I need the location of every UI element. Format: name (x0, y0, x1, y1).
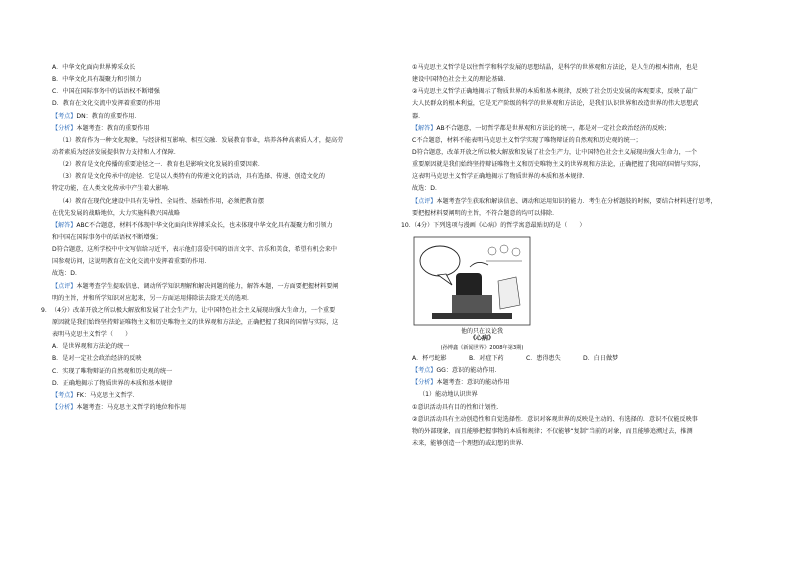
text-line (52, 244, 392, 256)
line-text: C不合题意，材料不能表明马克思主义哲学实现了唯物辩证的自然观和历史观的统一； (412, 136, 642, 144)
line-text: FK：马克思主义哲学． (76, 391, 139, 399)
text-line (52, 317, 392, 329)
line-text: 故选：D． (52, 270, 82, 278)
text-line (412, 426, 757, 438)
annotation-tag: 【点评】 (412, 197, 437, 205)
text-line (412, 159, 757, 171)
q10-option-b: B．对症下药 (469, 354, 504, 362)
line-text: 特定功能，在人类文化传承中产生着大影响． (52, 185, 174, 193)
annotation-line (412, 123, 757, 135)
question-line (401, 220, 757, 232)
text-line (52, 256, 392, 268)
option-line (52, 98, 392, 110)
text-line (52, 171, 392, 183)
annotation-line (52, 281, 392, 293)
line-text: （3）教育是文化传承中的途径．它是以人类特有的传递文化的活动，具有选择、传递、创造文化的 (59, 173, 325, 181)
line-text: ABC不合题意，材料不体现中华文化面向世界博采众长，也未体现中华文化具有凝聚力和引领力 (76, 221, 333, 229)
annotation-tag: 【考点】 (52, 112, 77, 120)
text-line (412, 389, 757, 401)
text-line (412, 62, 757, 74)
text-line (412, 414, 757, 426)
line-text: 表明马克思主义哲学（ ） (52, 331, 132, 339)
annotation-line (412, 377, 757, 389)
line-text: B．是对一定社会政治经济的反映 (52, 355, 142, 363)
line-text: D．教育在文化交流中发挥着重要的作用 (52, 100, 161, 108)
line-text: 原因就是我们始终坚持辩证唯物主义和历史唯物主义的世界观和方法论，正确把握了我国的国情与实际，这 (52, 318, 339, 326)
line-text: ②马克思主义哲学正确地揭示了物质世界的本质和基本规律，反映了社会历史发展的客观要求，反映了最广 (412, 88, 698, 96)
text-line (52, 183, 392, 195)
annotation-line (412, 365, 757, 377)
line-text: 动者素质为经济发展提供智力支持和人才保障． (52, 148, 180, 156)
annotation-line (52, 390, 392, 402)
option-line (52, 353, 392, 365)
line-text: （4）教育在现代化建设中具有先导性、全局性、基础性作用，必须把教育摆 (59, 197, 264, 205)
line-text: 本题考查学生提取信息、调动所学知识理解和解决问题的能力，解答本题，一方面要把握材料要阐 (76, 282, 339, 290)
annotation-tag: 【考点】 (52, 391, 77, 399)
text-line (412, 183, 757, 195)
annotation-tag: 【解答】 (412, 124, 437, 132)
line-text: DN：教育的重要作用． (76, 112, 141, 120)
annotation-tag: 【分析】 (412, 379, 437, 387)
text-line (412, 402, 757, 414)
line-text: 国参观访问，这说明教育在文化交流中发挥着重要的作用． (52, 258, 211, 266)
text-line (52, 159, 392, 171)
line-text: （4分）改革开放之所以极大解放和发展了社会生产力，让中国特色社会主义展现出强大生命力，一个重要 (51, 306, 336, 314)
line-text: C．实现了唯物辩证的自然观和历史观的统一 (52, 367, 173, 375)
line-text: ②意识活动具有主动创造性和自觉选择性．意识对客观世界的反映是主动的、有选择的．意识不仅能反映事 (412, 415, 698, 423)
line-text: AB不合题意，一切哲学都是世界观和方法论的统一，都是对一定社会政治经济的反映； (436, 124, 671, 132)
text-line (52, 329, 392, 341)
line-text: 未来，能够创造一个理想的或幻想的世界． (412, 439, 528, 447)
option-line (52, 86, 392, 98)
question-number: 9． (41, 306, 51, 314)
text-line (52, 208, 392, 220)
cartoon-credit: (孙博鑫《新闻世界》2008年第3期) (440, 344, 524, 351)
line-text: A．是世界观和方法论的统一 (52, 343, 130, 351)
annotation-tag: 【分析】 (52, 124, 77, 132)
text-line (412, 171, 757, 183)
line-text: （2）教育是文化传播的重要途径之一．教育也是影响文化发展的重要因素． (59, 161, 264, 169)
line-text: 本题考查：教育的重要作用 (76, 124, 150, 132)
q10-option-d: D．白日做梦 (583, 354, 619, 362)
annotation-line (52, 111, 392, 123)
line-text: D符合题意，这所学校中中文写信给习近平，表示他们喜爱中国的语言文字、音乐和美食，希望有机会来中 (52, 246, 338, 254)
right-column (401, 62, 757, 450)
text-line (52, 147, 392, 159)
line-text: 重要原因就是我们始终坚持辩证唯物主义和历史唯物主义的世界观和方法论，正确把握了我国的国情与实际， (412, 161, 705, 169)
q10-option-c: C．患得患失 (526, 354, 561, 362)
text-line (412, 147, 757, 159)
line-text: （1）能动地认识世界 (419, 391, 478, 399)
text-line (412, 208, 757, 220)
cartoon-title: 《心病》 (469, 334, 494, 342)
line-text: 本题考查：马克思主义哲学的地位和作用 (76, 403, 187, 411)
line-text: 故选：D． (412, 185, 442, 193)
question-10-options (412, 353, 757, 365)
option-line (52, 378, 392, 390)
line-text: ①马克思主义哲学是以往哲学和科学发展的思想结晶，是科学的世界观和方法论，是人生的根本指南，也是 (412, 64, 698, 71)
line-text: 要把握材料要阐明的主旨，不符合题意的均可以排除． (412, 209, 559, 217)
line-text: 在优先发展的战略地位，大力实施科教兴国战略 (52, 209, 180, 217)
text-line (412, 111, 757, 123)
annotation-line (412, 196, 757, 208)
cartoon-speech: 他的只在议论我 (460, 327, 503, 335)
text-line (412, 438, 757, 450)
text-line (52, 135, 392, 147)
option-line (52, 366, 392, 378)
text-line (412, 74, 757, 86)
text-line (412, 86, 757, 98)
annotation-tag: 【考点】 (412, 367, 437, 375)
line-text: 明的主旨，并和所学知识对应起来，另一方面运用排除法去除无关的选项． (52, 294, 254, 302)
option-line (52, 74, 392, 86)
text-line (52, 232, 392, 244)
text-line (52, 268, 392, 280)
annotation-line (52, 220, 392, 232)
line-text: 物的外部现象，而且能够把握事物的本质和规律；不仅能够“复制”当前的对象，而且能够追溯过去，推测 (412, 427, 693, 435)
line-text: A．中华文化面向世界博采众长 (52, 64, 136, 71)
line-text: ①意识活动具有目的性和计划性． (412, 403, 503, 411)
question-number: 10． (401, 221, 415, 229)
line-text: 器． (412, 112, 425, 120)
annotation-tag: 【分析】 (52, 403, 77, 411)
text-line (412, 98, 757, 110)
cartoon-figure (412, 235, 552, 353)
annotation-tag: 【解答】 (52, 221, 77, 229)
annotation-line (52, 402, 392, 414)
line-text: C．中国在国际事务中的话语权不断增强 (52, 88, 160, 96)
line-text: 和中国在国际事务中的话语权不断增强； (52, 233, 162, 241)
line-text: （4分）下列选项与漫画《心病》的哲学寓意最贴切的是（ ） (411, 221, 586, 229)
line-text: B．中华文化具有凝聚力和引领力 (52, 76, 142, 84)
line-text: D．正确地揭示了物质世界的本质和基本规律 (52, 379, 173, 387)
question-line (41, 305, 392, 317)
option-line (52, 62, 392, 74)
line-text: D符合题意，改革开放之所以极大解放和发展了社会生产力，让中国特色社会主义展现出强大生命力，一个 (412, 148, 698, 156)
text-line (412, 135, 757, 147)
line-text: 大人民群众的根本利益，它是无产阶级的科学的世界观和方法论，是我们认识世界和改造世界的伟大思想武 (412, 100, 699, 108)
annotation-line (52, 123, 392, 135)
line-text: （1）教育作为一种文化现象，与经济相互影响、相互交融．发展教育事业，培养各种高素质人才，提高劳 (59, 136, 344, 144)
line-text: 这表明马克思主义哲学正确地揭示了物质世界的本质和基本规律． (412, 173, 589, 181)
text-line (52, 293, 392, 305)
right-column-top (401, 62, 757, 232)
text-line (52, 196, 392, 208)
option-line (52, 341, 392, 353)
annotation-tag: 【点评】 (52, 282, 77, 290)
right-column-bottom (412, 365, 757, 450)
line-text: 建设中国特色社会主义的理论基础． (412, 76, 510, 84)
left-column (41, 62, 392, 414)
line-text: 本题考查学生获取和解读信息、调动和运用知识的能力．考生在分析题肢的时候，要结合材料进行思考， (436, 197, 717, 205)
line-text: GG：意识的能动作用． (436, 367, 501, 375)
q10-option-a: A．杯弓蛇影 (412, 354, 447, 362)
line-text: 本题考查：意识的能动作用 (436, 379, 510, 387)
